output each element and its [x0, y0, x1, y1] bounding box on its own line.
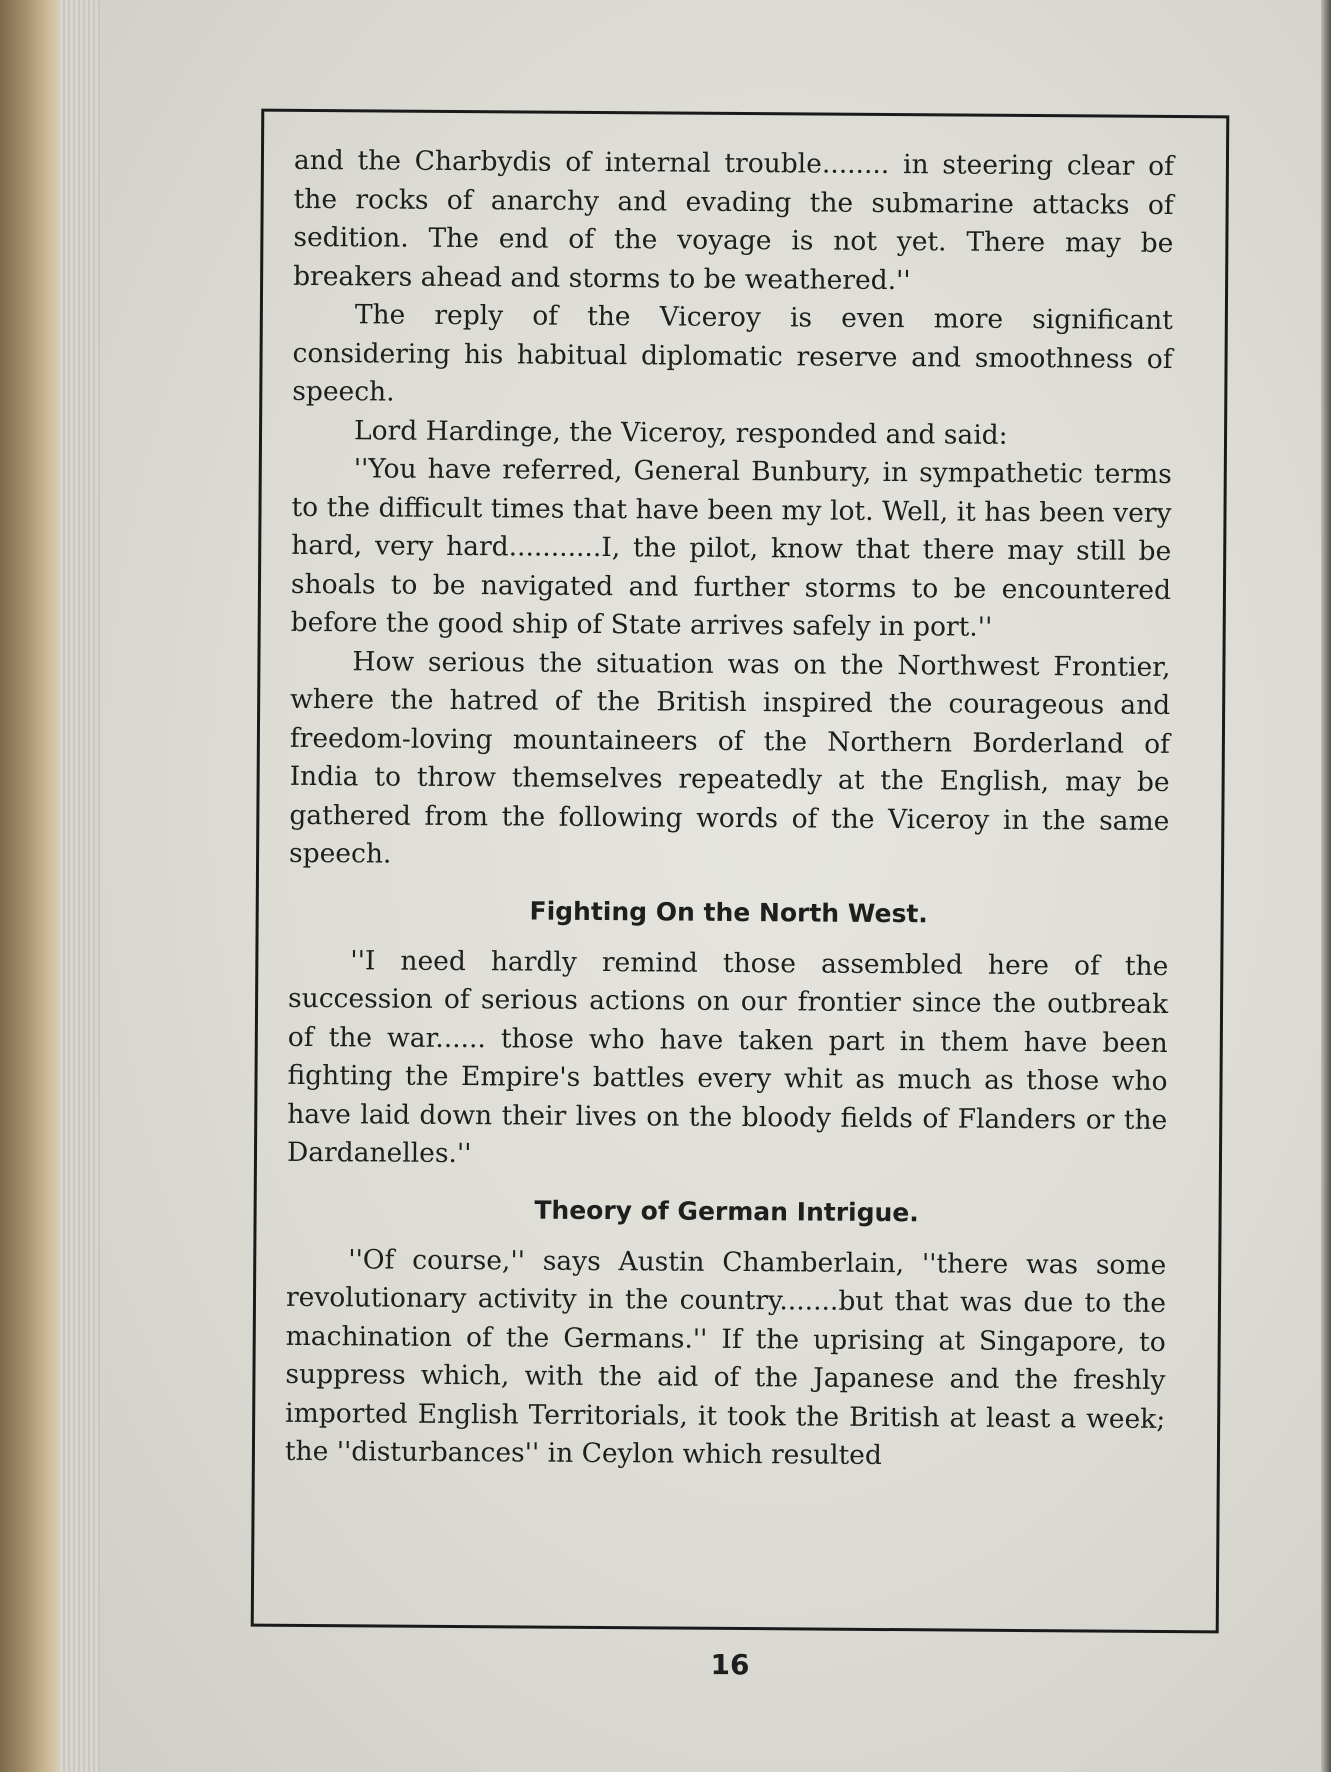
paragraph-hardinge-quote: ''You have referred, General Bunbury, in sympathetic terms to the difficult times that have been my lot. Well, it has been very hard, very hard...........I, the pilot, know that there may still be shoals to be navigated and further storms to be encountered before the good ship of State arrives safely in port.'' [290, 453, 1172, 643]
heading-german-intrigue: Theory of German Intrigue. [534, 1195, 919, 1227]
heading-fighting-north-west: Fighting On the North West. [529, 896, 928, 928]
paragraph-north-west-quote: ''I need hardly remind those assembled here of the succession of serious actions on our frontier since the outbreak of the war...... those who have taken part in them have been fighting the Empire's battles every whit as much as those who have laid down their lives on the bloody fields of Flanders or the Dardanelles.'' [286, 944, 1169, 1170]
page-content [285, 142, 1174, 1478]
page-stack-edge [60, 0, 100, 1772]
page-number: 16 [710, 1648, 750, 1681]
paragraph-viceroy-reply: The reply of the Viceroy is even more significant considering his habitual diplomatic reserve and smoothness of speech. [292, 299, 1173, 408]
paragraph-german-intrigue: ''Of course,'' says Austin Chamberlain, ''there was some revolutionary activity in the country.......but that was due to the machination of the Germans.'' If the uprising at Singapore, to suppress which, with the aid of the Japanese and the freshly imported English Territorials, it took the British at least a week; the ''disturbances'' in Ceylon which resulted [284, 1243, 1167, 1472]
paragraph-charbydis: and the Charbydis of internal trouble........ in steering clear of the rocks of anarchy and evading the submarine attacks of sedition. The end of the voyage is not yet. There may be breakers ahead and storms to be weathered.'' [293, 144, 1175, 296]
text-frame [251, 109, 1230, 1634]
paragraph-northwest-frontier: How serious the situation was on the Northwest Frontier, where the hatred of the British inspired the courageous and freedom-loving mountaineers of the Northern Borderland of India to throw themselves repeatedly at the English, may be gathered from the following words of the Viceroy in the same speech. [289, 645, 1171, 870]
page-right-edge [1321, 0, 1331, 1772]
paragraph-lord-hardinge: Lord Hardinge, the Viceroy, responded and said: [353, 414, 1008, 451]
